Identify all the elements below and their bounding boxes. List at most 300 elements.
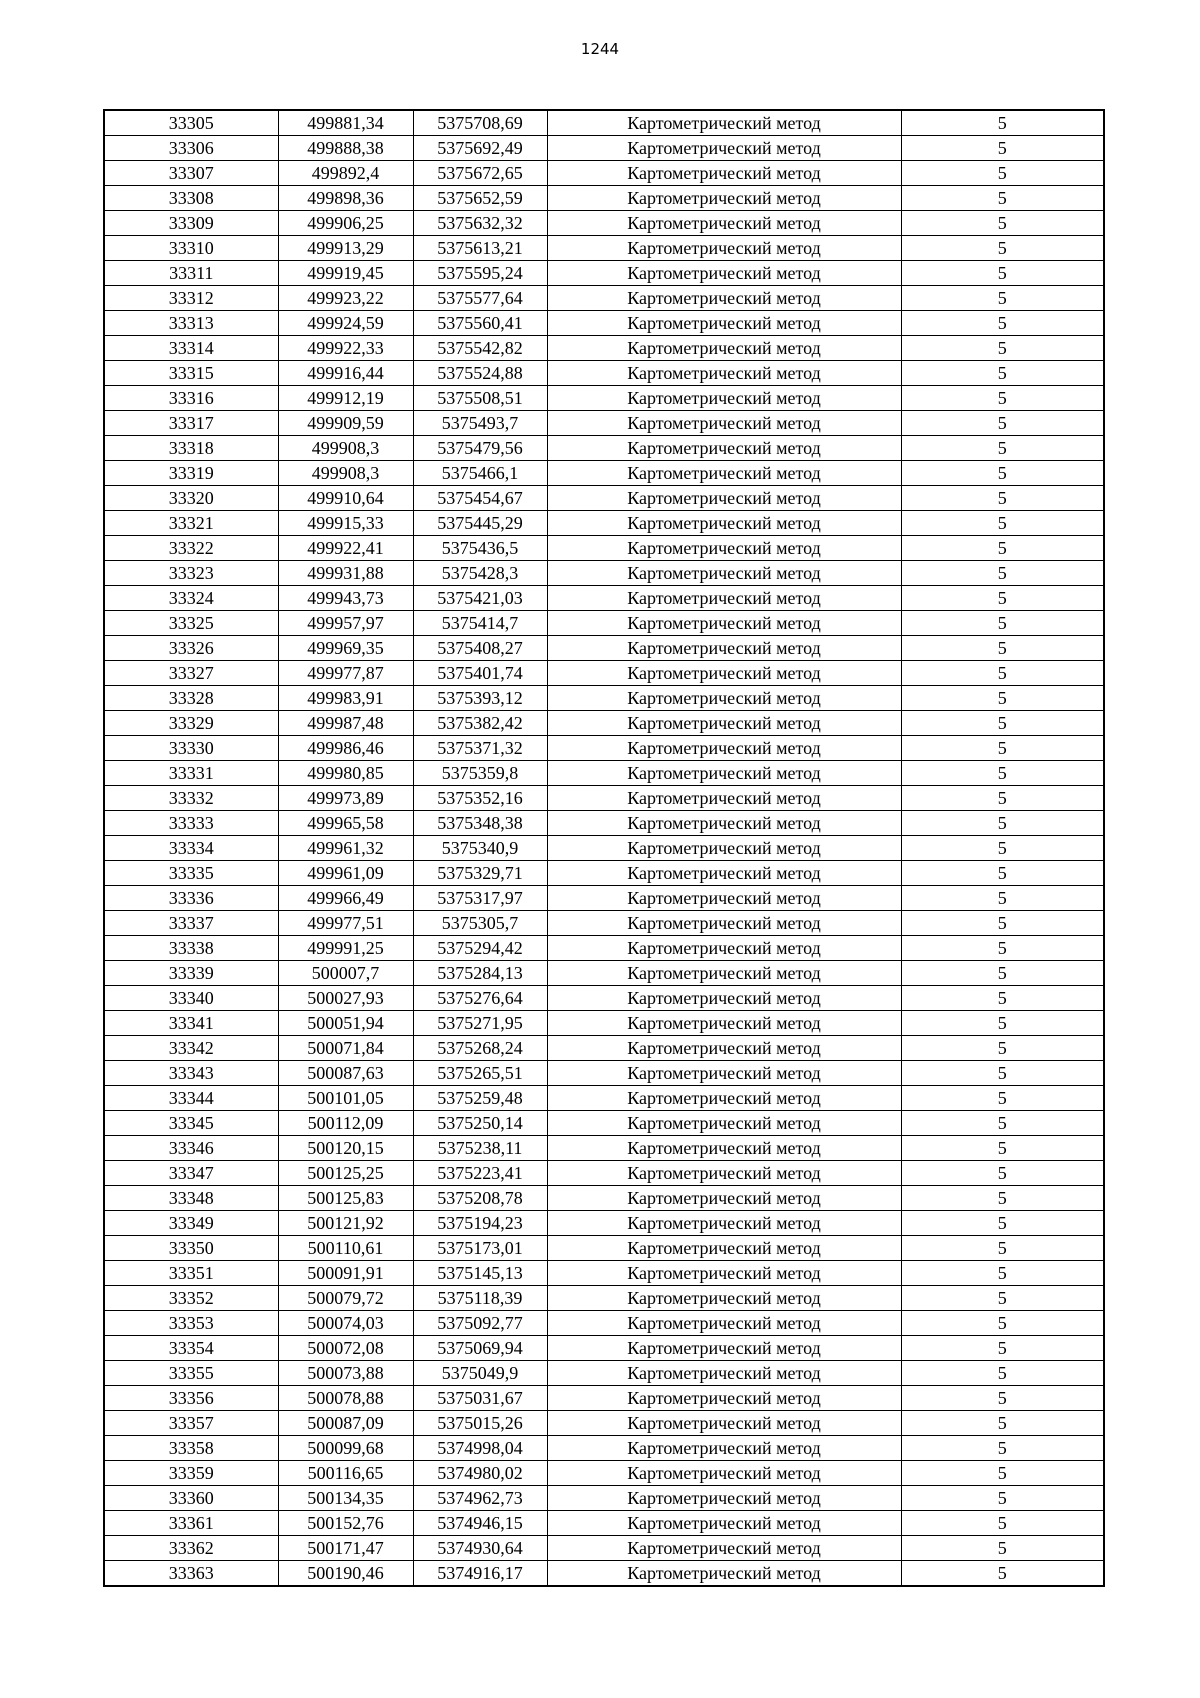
x-coordinate-cell: 500125,83 [278, 1186, 413, 1211]
point-number-cell: 33328 [104, 686, 278, 711]
table-row [104, 236, 1104, 261]
x-coordinate-cell: 499977,87 [278, 661, 413, 686]
x-coordinate-cell: 499991,25 [278, 936, 413, 961]
method-cell: Картометрический метод [547, 1111, 901, 1136]
method-cell: Картометрический метод [547, 486, 901, 511]
method-cell: Картометрический метод [547, 1311, 901, 1336]
x-coordinate-cell: 500087,09 [278, 1411, 413, 1436]
y-coordinate-cell: 5375401,74 [413, 661, 547, 686]
accuracy-cell: 5 [901, 936, 1104, 961]
method-cell: Картометрический метод [547, 511, 901, 536]
y-coordinate-cell: 5375259,48 [413, 1086, 547, 1111]
y-coordinate-cell: 5375560,41 [413, 311, 547, 336]
x-coordinate-cell: 499892,4 [278, 161, 413, 186]
x-coordinate-cell: 499973,89 [278, 786, 413, 811]
x-coordinate-cell: 500116,65 [278, 1461, 413, 1486]
point-number-cell: 33317 [104, 411, 278, 436]
x-coordinate-cell: 499908,3 [278, 461, 413, 486]
table-row [104, 786, 1104, 811]
y-coordinate-cell: 5375542,82 [413, 336, 547, 361]
x-coordinate-cell: 500071,84 [278, 1036, 413, 1061]
table-row [104, 336, 1104, 361]
x-coordinate-cell: 500171,47 [278, 1536, 413, 1561]
accuracy-cell: 5 [901, 386, 1104, 411]
point-number-cell: 33306 [104, 136, 278, 161]
method-cell: Картометрический метод [547, 311, 901, 336]
x-coordinate-cell: 499986,46 [278, 736, 413, 761]
point-number-cell: 33314 [104, 336, 278, 361]
y-coordinate-cell: 5375250,14 [413, 1111, 547, 1136]
point-number-cell: 33338 [104, 936, 278, 961]
point-number-cell: 33339 [104, 961, 278, 986]
method-cell: Картометрический метод [547, 736, 901, 761]
x-coordinate-cell: 500007,7 [278, 961, 413, 986]
point-number-cell: 33340 [104, 986, 278, 1011]
y-coordinate-cell: 5375708,69 [413, 110, 547, 136]
table-row [104, 986, 1104, 1011]
point-number-cell: 33324 [104, 586, 278, 611]
y-coordinate-cell: 5375265,51 [413, 1061, 547, 1086]
x-coordinate-cell: 499910,64 [278, 486, 413, 511]
method-cell: Картометрический метод [547, 936, 901, 961]
point-number-cell: 33355 [104, 1361, 278, 1386]
coordinates-table [103, 109, 1105, 1587]
point-number-cell: 33337 [104, 911, 278, 936]
y-coordinate-cell: 5375577,64 [413, 286, 547, 311]
y-coordinate-cell: 5375466,1 [413, 461, 547, 486]
y-coordinate-cell: 5375652,59 [413, 186, 547, 211]
point-number-cell: 33351 [104, 1261, 278, 1286]
method-cell: Картометрический метод [547, 436, 901, 461]
accuracy-cell: 5 [901, 1136, 1104, 1161]
accuracy-cell: 5 [901, 686, 1104, 711]
table-row [104, 1236, 1104, 1261]
accuracy-cell: 5 [901, 761, 1104, 786]
x-coordinate-cell: 499980,85 [278, 761, 413, 786]
method-cell: Картометрический метод [547, 1436, 901, 1461]
y-coordinate-cell: 5375208,78 [413, 1186, 547, 1211]
accuracy-cell: 5 [901, 1536, 1104, 1561]
table-row [104, 886, 1104, 911]
table-row [104, 761, 1104, 786]
table-row [104, 110, 1104, 136]
point-number-cell: 33318 [104, 436, 278, 461]
accuracy-cell: 5 [901, 1186, 1104, 1211]
table-row [104, 911, 1104, 936]
method-cell: Картометрический метод [547, 1386, 901, 1411]
y-coordinate-cell: 5375238,11 [413, 1136, 547, 1161]
method-cell: Картометрический метод [547, 1161, 901, 1186]
point-number-cell: 33360 [104, 1486, 278, 1511]
method-cell: Картометрический метод [547, 110, 901, 136]
y-coordinate-cell: 5375445,29 [413, 511, 547, 536]
table-row [104, 211, 1104, 236]
x-coordinate-cell: 500125,25 [278, 1161, 413, 1186]
table-row [104, 711, 1104, 736]
x-coordinate-cell: 499924,59 [278, 311, 413, 336]
table-row [104, 1411, 1104, 1436]
table-row [104, 586, 1104, 611]
table-row [104, 361, 1104, 386]
x-coordinate-cell: 499913,29 [278, 236, 413, 261]
accuracy-cell: 5 [901, 1261, 1104, 1286]
table-row [104, 1011, 1104, 1036]
x-coordinate-cell: 499906,25 [278, 211, 413, 236]
method-cell: Картометрический метод [547, 961, 901, 986]
point-number-cell: 33332 [104, 786, 278, 811]
table-row [104, 186, 1104, 211]
y-coordinate-cell: 5375118,39 [413, 1286, 547, 1311]
accuracy-cell: 5 [901, 286, 1104, 311]
table-row [104, 861, 1104, 886]
y-coordinate-cell: 5375284,13 [413, 961, 547, 986]
y-coordinate-cell: 5375371,32 [413, 736, 547, 761]
method-cell: Картометрический метод [547, 1211, 901, 1236]
table-row [104, 1336, 1104, 1361]
point-number-cell: 33362 [104, 1536, 278, 1561]
y-coordinate-cell: 5375479,56 [413, 436, 547, 461]
accuracy-cell: 5 [901, 611, 1104, 636]
table-row [104, 1161, 1104, 1186]
x-coordinate-cell: 500134,35 [278, 1486, 413, 1511]
y-coordinate-cell: 5375329,71 [413, 861, 547, 886]
x-coordinate-cell: 500121,92 [278, 1211, 413, 1236]
method-cell: Картометрический метод [547, 1236, 901, 1261]
y-coordinate-cell: 5375348,38 [413, 811, 547, 836]
accuracy-cell: 5 [901, 786, 1104, 811]
accuracy-cell: 5 [901, 311, 1104, 336]
x-coordinate-cell: 499916,44 [278, 361, 413, 386]
point-number-cell: 33331 [104, 761, 278, 786]
method-cell: Картометрический метод [547, 611, 901, 636]
point-number-cell: 33310 [104, 236, 278, 261]
table-row [104, 311, 1104, 336]
accuracy-cell: 5 [901, 1511, 1104, 1536]
y-coordinate-cell: 5375271,95 [413, 1011, 547, 1036]
point-number-cell: 33346 [104, 1136, 278, 1161]
accuracy-cell: 5 [901, 811, 1104, 836]
y-coordinate-cell: 5375340,9 [413, 836, 547, 861]
table-row [104, 536, 1104, 561]
table-row [104, 936, 1104, 961]
method-cell: Картометрический метод [547, 686, 901, 711]
method-cell: Картометрический метод [547, 1336, 901, 1361]
method-cell: Картометрический метод [547, 711, 901, 736]
point-number-cell: 33322 [104, 536, 278, 561]
y-coordinate-cell: 5375015,26 [413, 1411, 547, 1436]
method-cell: Картометрический метод [547, 186, 901, 211]
method-cell: Картометрический метод [547, 136, 901, 161]
point-number-cell: 33357 [104, 1411, 278, 1436]
accuracy-cell: 5 [901, 1336, 1104, 1361]
y-coordinate-cell: 5375145,13 [413, 1261, 547, 1286]
accuracy-cell: 5 [901, 1411, 1104, 1436]
accuracy-cell: 5 [901, 1486, 1104, 1511]
table-row [104, 1511, 1104, 1536]
accuracy-cell: 5 [901, 1086, 1104, 1111]
method-cell: Картометрический метод [547, 986, 901, 1011]
point-number-cell: 33348 [104, 1186, 278, 1211]
point-number-cell: 33358 [104, 1436, 278, 1461]
method-cell: Картометрический метод [547, 1036, 901, 1061]
point-number-cell: 33323 [104, 561, 278, 586]
table-row [104, 1561, 1104, 1587]
table-row [104, 461, 1104, 486]
x-coordinate-cell: 499898,36 [278, 186, 413, 211]
table-row [104, 611, 1104, 636]
table-row [104, 1486, 1104, 1511]
table-row [104, 961, 1104, 986]
method-cell: Картометрический метод [547, 286, 901, 311]
method-cell: Картометрический метод [547, 836, 901, 861]
table-row [104, 1311, 1104, 1336]
point-number-cell: 33336 [104, 886, 278, 911]
y-coordinate-cell: 5375294,42 [413, 936, 547, 961]
method-cell: Картометрический метод [547, 1186, 901, 1211]
table-row [104, 261, 1104, 286]
x-coordinate-cell: 500073,88 [278, 1361, 413, 1386]
x-coordinate-cell: 500152,76 [278, 1511, 413, 1536]
table-row [104, 1036, 1104, 1061]
method-cell: Картометрический метод [547, 1486, 901, 1511]
point-number-cell: 33333 [104, 811, 278, 836]
accuracy-cell: 5 [901, 1111, 1104, 1136]
table-row [104, 286, 1104, 311]
accuracy-cell: 5 [901, 711, 1104, 736]
point-number-cell: 33308 [104, 186, 278, 211]
method-cell: Картометрический метод [547, 1536, 901, 1561]
y-coordinate-cell: 5375352,16 [413, 786, 547, 811]
point-number-cell: 33341 [104, 1011, 278, 1036]
accuracy-cell: 5 [901, 636, 1104, 661]
table-row [104, 1386, 1104, 1411]
accuracy-cell: 5 [901, 1236, 1104, 1261]
method-cell: Картометрический метод [547, 1361, 901, 1386]
point-number-cell: 33327 [104, 661, 278, 686]
x-coordinate-cell: 499922,33 [278, 336, 413, 361]
y-coordinate-cell: 5375595,24 [413, 261, 547, 286]
y-coordinate-cell: 5375359,8 [413, 761, 547, 786]
y-coordinate-cell: 5375276,64 [413, 986, 547, 1011]
y-coordinate-cell: 5375194,23 [413, 1211, 547, 1236]
x-coordinate-cell: 499888,38 [278, 136, 413, 161]
accuracy-cell: 5 [901, 236, 1104, 261]
y-coordinate-cell: 5375393,12 [413, 686, 547, 711]
accuracy-cell: 5 [901, 1061, 1104, 1086]
y-coordinate-cell: 5374946,15 [413, 1511, 547, 1536]
table-row [104, 411, 1104, 436]
point-number-cell: 33359 [104, 1461, 278, 1486]
x-coordinate-cell: 500099,68 [278, 1436, 413, 1461]
method-cell: Картометрический метод [547, 636, 901, 661]
method-cell: Картометрический метод [547, 561, 901, 586]
y-coordinate-cell: 5374916,17 [413, 1561, 547, 1587]
x-coordinate-cell: 499923,22 [278, 286, 413, 311]
table-row [104, 1536, 1104, 1561]
y-coordinate-cell: 5375436,5 [413, 536, 547, 561]
point-number-cell: 33354 [104, 1336, 278, 1361]
point-number-cell: 33329 [104, 711, 278, 736]
point-number-cell: 33347 [104, 1161, 278, 1186]
y-coordinate-cell: 5375305,7 [413, 911, 547, 936]
x-coordinate-cell: 500190,46 [278, 1561, 413, 1587]
table-row [104, 1211, 1104, 1236]
table-row [104, 561, 1104, 586]
accuracy-cell: 5 [901, 1286, 1104, 1311]
x-coordinate-cell: 500079,72 [278, 1286, 413, 1311]
accuracy-cell: 5 [901, 436, 1104, 461]
method-cell: Картометрический метод [547, 161, 901, 186]
table-row [104, 661, 1104, 686]
x-coordinate-cell: 500120,15 [278, 1136, 413, 1161]
point-number-cell: 33315 [104, 361, 278, 386]
table-row [104, 1361, 1104, 1386]
x-coordinate-cell: 499943,73 [278, 586, 413, 611]
x-coordinate-cell: 499961,09 [278, 861, 413, 886]
point-number-cell: 33311 [104, 261, 278, 286]
table-row [104, 436, 1104, 461]
point-number-cell: 33345 [104, 1111, 278, 1136]
accuracy-cell: 5 [901, 986, 1104, 1011]
x-coordinate-cell: 499909,59 [278, 411, 413, 436]
point-number-cell: 33316 [104, 386, 278, 411]
method-cell: Картометрический метод [547, 236, 901, 261]
point-number-cell: 33305 [104, 110, 278, 136]
x-coordinate-cell: 500101,05 [278, 1086, 413, 1111]
x-coordinate-cell: 499881,34 [278, 110, 413, 136]
y-coordinate-cell: 5375508,51 [413, 386, 547, 411]
point-number-cell: 33335 [104, 861, 278, 886]
point-number-cell: 33325 [104, 611, 278, 636]
method-cell: Картометрический метод [547, 911, 901, 936]
table-row [104, 136, 1104, 161]
x-coordinate-cell: 499957,97 [278, 611, 413, 636]
x-coordinate-cell: 499965,58 [278, 811, 413, 836]
y-coordinate-cell: 5375382,42 [413, 711, 547, 736]
y-coordinate-cell: 5375049,9 [413, 1361, 547, 1386]
table-row [104, 1061, 1104, 1086]
method-cell: Картометрический метод [547, 886, 901, 911]
accuracy-cell: 5 [901, 1011, 1104, 1036]
method-cell: Картометрический метод [547, 586, 901, 611]
x-coordinate-cell: 499908,3 [278, 436, 413, 461]
y-coordinate-cell: 5375428,3 [413, 561, 547, 586]
x-coordinate-cell: 500091,91 [278, 1261, 413, 1286]
x-coordinate-cell: 500051,94 [278, 1011, 413, 1036]
method-cell: Картометрический метод [547, 1136, 901, 1161]
table-row [104, 836, 1104, 861]
point-number-cell: 33361 [104, 1511, 278, 1536]
accuracy-cell: 5 [901, 961, 1104, 986]
x-coordinate-cell: 499915,33 [278, 511, 413, 536]
point-number-cell: 33321 [104, 511, 278, 536]
point-number-cell: 33363 [104, 1561, 278, 1587]
accuracy-cell: 5 [901, 336, 1104, 361]
method-cell: Картометрический метод [547, 336, 901, 361]
table-body [104, 110, 1104, 1586]
y-coordinate-cell: 5375408,27 [413, 636, 547, 661]
x-coordinate-cell: 500078,88 [278, 1386, 413, 1411]
y-coordinate-cell: 5375421,03 [413, 586, 547, 611]
y-coordinate-cell: 5375692,49 [413, 136, 547, 161]
accuracy-cell: 5 [901, 161, 1104, 186]
x-coordinate-cell: 499922,41 [278, 536, 413, 561]
x-coordinate-cell: 499969,35 [278, 636, 413, 661]
accuracy-cell: 5 [901, 211, 1104, 236]
accuracy-cell: 5 [901, 1461, 1104, 1486]
method-cell: Картометрический метод [547, 411, 901, 436]
y-coordinate-cell: 5375454,67 [413, 486, 547, 511]
method-cell: Картометрический метод [547, 211, 901, 236]
y-coordinate-cell: 5374980,02 [413, 1461, 547, 1486]
x-coordinate-cell: 500027,93 [278, 986, 413, 1011]
method-cell: Картометрический метод [547, 1561, 901, 1587]
accuracy-cell: 5 [901, 536, 1104, 561]
accuracy-cell: 5 [901, 661, 1104, 686]
y-coordinate-cell: 5375031,67 [413, 1386, 547, 1411]
table-row [104, 736, 1104, 761]
x-coordinate-cell: 500074,03 [278, 1311, 413, 1336]
table-row [104, 1461, 1104, 1486]
point-number-cell: 33319 [104, 461, 278, 486]
y-coordinate-cell: 5375414,7 [413, 611, 547, 636]
x-coordinate-cell: 500110,61 [278, 1236, 413, 1261]
table-row [104, 386, 1104, 411]
accuracy-cell: 5 [901, 911, 1104, 936]
accuracy-cell: 5 [901, 186, 1104, 211]
table-row [104, 486, 1104, 511]
page-number: 1244 [580, 40, 620, 58]
accuracy-cell: 5 [901, 1561, 1104, 1587]
method-cell: Картометрический метод [547, 1511, 901, 1536]
y-coordinate-cell: 5375317,97 [413, 886, 547, 911]
table-row [104, 1111, 1104, 1136]
y-coordinate-cell: 5375493,7 [413, 411, 547, 436]
table-row [104, 636, 1104, 661]
table-row [104, 811, 1104, 836]
accuracy-cell: 5 [901, 586, 1104, 611]
point-number-cell: 33350 [104, 1236, 278, 1261]
accuracy-cell: 5 [901, 361, 1104, 386]
accuracy-cell: 5 [901, 561, 1104, 586]
accuracy-cell: 5 [901, 886, 1104, 911]
x-coordinate-cell: 500072,08 [278, 1336, 413, 1361]
method-cell: Картометрический метод [547, 361, 901, 386]
y-coordinate-cell: 5374930,64 [413, 1536, 547, 1561]
accuracy-cell: 5 [901, 1311, 1104, 1336]
method-cell: Картометрический метод [547, 1411, 901, 1436]
method-cell: Картометрический метод [547, 1086, 901, 1111]
method-cell: Картометрический метод [547, 811, 901, 836]
table-row [104, 686, 1104, 711]
point-number-cell: 33326 [104, 636, 278, 661]
x-coordinate-cell: 499987,48 [278, 711, 413, 736]
accuracy-cell: 5 [901, 511, 1104, 536]
accuracy-cell: 5 [901, 411, 1104, 436]
table-row [104, 1086, 1104, 1111]
method-cell: Картометрический метод [547, 386, 901, 411]
accuracy-cell: 5 [901, 1036, 1104, 1061]
y-coordinate-cell: 5375069,94 [413, 1336, 547, 1361]
point-number-cell: 33330 [104, 736, 278, 761]
method-cell: Картометрический метод [547, 1286, 901, 1311]
point-number-cell: 33356 [104, 1386, 278, 1411]
table-row [104, 511, 1104, 536]
accuracy-cell: 5 [901, 736, 1104, 761]
method-cell: Картометрический метод [547, 536, 901, 561]
x-coordinate-cell: 500112,09 [278, 1111, 413, 1136]
point-number-cell: 33334 [104, 836, 278, 861]
